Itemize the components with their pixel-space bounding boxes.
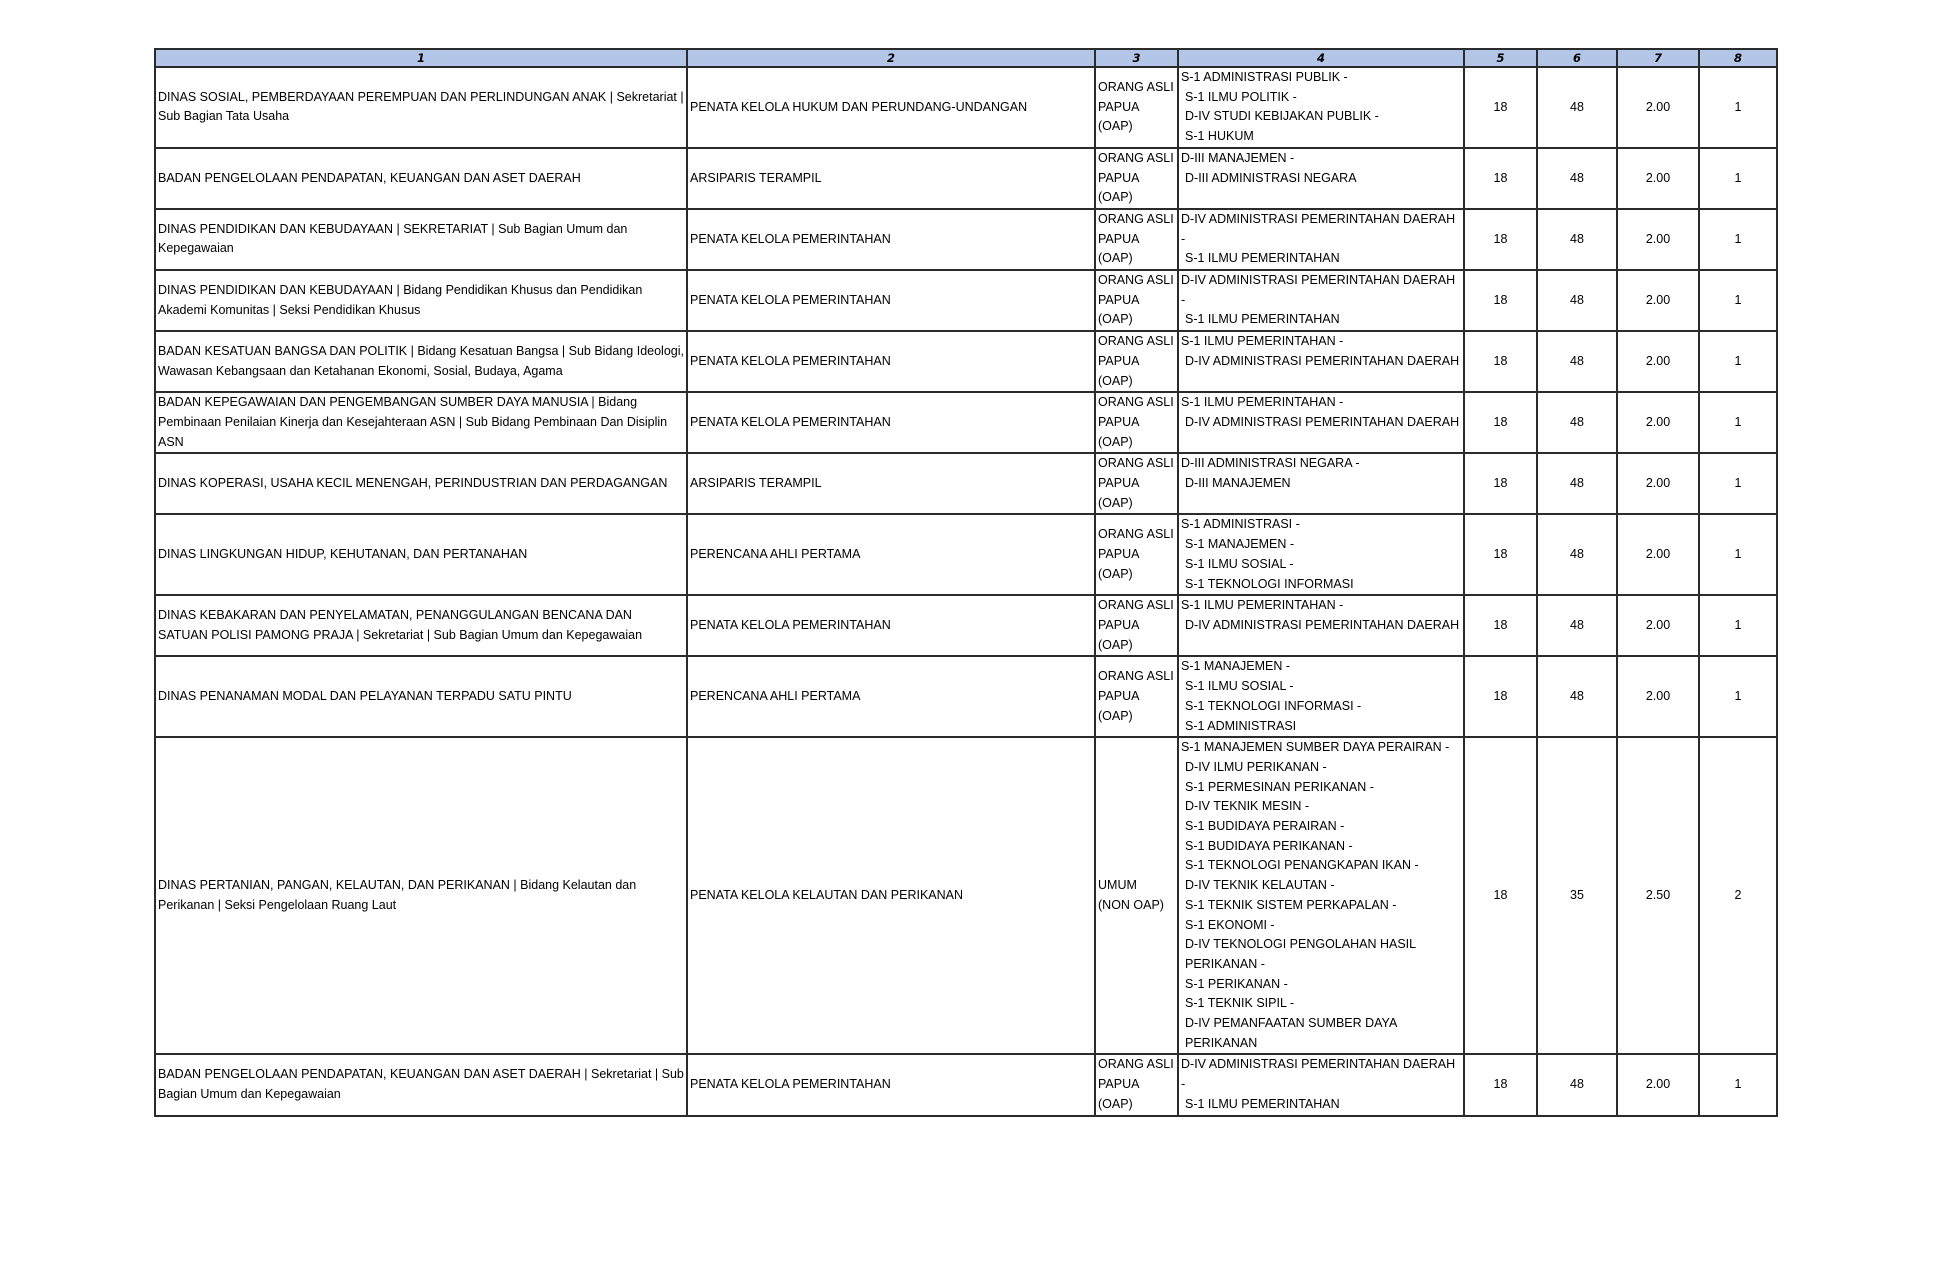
group-cell: [1095, 595, 1178, 656]
col6-value: 48: [1537, 392, 1617, 453]
col6-value: 48: [1537, 514, 1617, 595]
group-cell: [1095, 148, 1178, 209]
table-row: [155, 331, 1777, 392]
group-cell: [1095, 1054, 1178, 1115]
group-line: UMUM: [1098, 878, 1137, 893]
group-cell: [1095, 67, 1178, 148]
qualification-item: S-1 ILMU PEMERINTAHAN -: [1181, 334, 1344, 349]
group-line: PAPUA: [1098, 414, 1140, 429]
qualification-cell: [1178, 148, 1464, 209]
column-header-6: 6: [1537, 49, 1617, 67]
col6-value: 48: [1537, 595, 1617, 656]
group-line: ORANG ASLI: [1098, 211, 1174, 226]
col7-value: 2.00: [1617, 331, 1699, 392]
unit-cell: BADAN PENGELOLAAN PENDAPATAN, KEUANGAN DAN ASET DAERAH: [155, 148, 687, 209]
position-cell: PENATA KELOLA PEMERINTAHAN: [687, 331, 1095, 392]
group-line: ORANG ASLI: [1098, 334, 1174, 349]
column-header-2: 2: [687, 49, 1095, 67]
qualification-item: D-IV ADMINISTRASI PEMERINTAHAN DAERAH -: [1181, 273, 1459, 307]
header-row: [155, 49, 1777, 67]
group-line: ORANG ASLI: [1098, 79, 1174, 94]
qualification-cell: [1178, 1054, 1464, 1115]
position-cell: ARSIPARIS TERAMPIL: [687, 148, 1095, 209]
group-line: PAPUA: [1098, 476, 1140, 491]
qualification-item: S-1 ADMINISTRASI: [1185, 718, 1297, 733]
group-line: (OAP): [1098, 373, 1133, 388]
col5-value: 18: [1464, 1054, 1537, 1115]
col6-value: 48: [1537, 148, 1617, 209]
qualification-item: D-IV ADMINISTRASI PEMERINTAHAN DAERAH: [1185, 617, 1460, 632]
qualification-item: S-1 ILMU PEMERINTAHAN -: [1181, 598, 1344, 613]
qualification-item: S-1 MANAJEMEN SUMBER DAYA PERAIRAN -: [1181, 740, 1450, 755]
qualification-item: D-III MANAJEMEN -: [1181, 150, 1295, 165]
group-line: (OAP): [1098, 190, 1133, 205]
column-header-5: 5: [1464, 49, 1537, 67]
group-line: (OAP): [1098, 251, 1133, 266]
position-cell: ARSIPARIS TERAMPIL: [687, 453, 1095, 514]
qualification-cell: [1178, 514, 1464, 595]
col7-value: 2.00: [1617, 656, 1699, 737]
qualification-item: S-1 ILMU SOSIAL -: [1185, 556, 1294, 571]
position-cell: PENATA KELOLA PEMERINTAHAN: [687, 595, 1095, 656]
column-header-4: 4: [1178, 49, 1464, 67]
qualification-cell: [1178, 209, 1464, 270]
qualification-cell: [1178, 595, 1464, 656]
position-cell: PENATA KELOLA PEMERINTAHAN: [687, 270, 1095, 331]
qualification-item: D-IV ILMU PERIKANAN -: [1185, 759, 1327, 774]
group-line: (OAP): [1098, 434, 1133, 449]
group-line: (OAP): [1098, 495, 1133, 510]
col5-value: 18: [1464, 270, 1537, 331]
col6-value: 48: [1537, 331, 1617, 392]
qualification-item: S-1 HUKUM: [1185, 129, 1254, 144]
group-line: (OAP): [1098, 312, 1133, 327]
group-cell: [1095, 453, 1178, 514]
qualification-cell: [1178, 453, 1464, 514]
group-line: PAPUA: [1098, 99, 1140, 114]
position-cell: PENATA KELOLA KELAUTAN DAN PERIKANAN: [687, 737, 1095, 1054]
group-line: PAPUA: [1098, 547, 1140, 562]
col5-value: 18: [1464, 67, 1537, 148]
group-cell: [1095, 392, 1178, 453]
group-cell: [1095, 331, 1178, 392]
col7-value: 2.00: [1617, 595, 1699, 656]
col5-value: 18: [1464, 737, 1537, 1054]
qualification-item: D-IV ADMINISTRASI PEMERINTAHAN DAERAH: [1185, 353, 1460, 368]
qualification-item: S-1 TEKNOLOGI PENANGKAPAN IKAN -: [1185, 858, 1419, 873]
table-row: [155, 656, 1777, 737]
formation-table: [154, 48, 1778, 1117]
qualification-item: D-IV TEKNIK MESIN -: [1185, 799, 1310, 814]
unit-cell: BADAN KESATUAN BANGSA DAN POLITIK | Bidang Kesatuan Bangsa | Sub Bidang Ideologi, Wawasan Kebangsaan dan Ketahanan Ekonomi, Sosial, Budaya, Agama: [155, 331, 687, 392]
position-cell: PENATA KELOLA HUKUM DAN PERUNDANG-UNDANGAN: [687, 67, 1095, 148]
col7-value: 2.00: [1617, 67, 1699, 148]
unit-cell: DINAS LINGKUNGAN HIDUP, KEHUTANAN, DAN PERTANAHAN: [155, 514, 687, 595]
table-row: [155, 148, 1777, 209]
col5-value: 18: [1464, 209, 1537, 270]
qualification-item: S-1 EKONOMI -: [1185, 917, 1275, 932]
qualification-item: D-IV PEMANFAATAN SUMBER DAYA PERIKANAN: [1185, 1016, 1401, 1050]
qualification-cell: [1178, 331, 1464, 392]
group-cell: [1095, 270, 1178, 331]
col7-value: 2.00: [1617, 514, 1699, 595]
col8-value: 1: [1699, 67, 1777, 148]
qualification-item: S-1 ILMU PEMERINTAHAN: [1185, 312, 1340, 327]
unit-cell: BADAN KEPEGAWAIAN DAN PENGEMBANGAN SUMBER DAYA MANUSIA | Bidang Pembinaan Penilaian Kinerja dan Kesejahteraan ASN | Sub Bidang Pembinaan Dan Disiplin ASN: [155, 392, 687, 453]
group-line: PAPUA: [1098, 353, 1140, 368]
col6-value: 48: [1537, 1054, 1617, 1115]
col8-value: 1: [1699, 514, 1777, 595]
table-row: [155, 514, 1777, 595]
position-cell: PENATA KELOLA PEMERINTAHAN: [687, 1054, 1095, 1115]
group-line: PAPUA: [1098, 170, 1140, 185]
table-row: [155, 1054, 1777, 1115]
group-line: (OAP): [1098, 637, 1133, 652]
group-line: ORANG ASLI: [1098, 527, 1174, 542]
col8-value: 1: [1699, 453, 1777, 514]
group-line: ORANG ASLI: [1098, 456, 1174, 471]
position-cell: PENATA KELOLA PEMERINTAHAN: [687, 209, 1095, 270]
qualification-item: S-1 ILMU PEMERINTAHAN -: [1181, 395, 1344, 410]
qualification-item: S-1 ILMU SOSIAL -: [1185, 679, 1294, 694]
qualification-cell: [1178, 392, 1464, 453]
qualification-item: S-1 TEKNIK SISTEM PERKAPALAN -: [1185, 897, 1397, 912]
group-line: (OAP): [1098, 708, 1133, 723]
group-line: ORANG ASLI: [1098, 273, 1174, 288]
qualification-item: S-1 ADMINISTRASI PUBLIK -: [1181, 70, 1348, 84]
group-line: (OAP): [1098, 566, 1133, 581]
group-line: ORANG ASLI: [1098, 395, 1174, 410]
column-header-8: 8: [1699, 49, 1777, 67]
qualification-cell: [1178, 270, 1464, 331]
qualification-item: D-III MANAJEMEN: [1185, 476, 1291, 491]
qualification-item: S-1 TEKNOLOGI INFORMASI -: [1185, 698, 1362, 713]
qualification-item: D-IV ADMINISTRASI PEMERINTAHAN DAERAH -: [1181, 1057, 1459, 1092]
col6-value: 35: [1537, 737, 1617, 1054]
qualification-cell: [1178, 656, 1464, 737]
col7-value: 2.00: [1617, 392, 1699, 453]
col8-value: 2: [1699, 737, 1777, 1054]
group-line: (OAP): [1098, 1096, 1133, 1111]
col8-value: 1: [1699, 392, 1777, 453]
col5-value: 18: [1464, 331, 1537, 392]
unit-cell: DINAS PENDIDIKAN DAN KEBUDAYAAN | Bidang Pendidikan Khusus dan Pendidikan Akademi Komunitas | Seksi Pendidikan Khusus: [155, 270, 687, 331]
unit-cell: DINAS KOPERASI, USAHA KECIL MENENGAH, PERINDUSTRIAN DAN PERDAGANGAN: [155, 453, 687, 514]
position-cell: PERENCANA AHLI PERTAMA: [687, 656, 1095, 737]
group-line: PAPUA: [1098, 292, 1140, 307]
col6-value: 48: [1537, 453, 1617, 514]
col8-value: 1: [1699, 656, 1777, 737]
table-row: [155, 453, 1777, 514]
col5-value: 18: [1464, 392, 1537, 453]
col8-value: 1: [1699, 270, 1777, 331]
qualification-item: S-1 ILMU POLITIK -: [1185, 89, 1297, 104]
column-header-7: 7: [1617, 49, 1699, 67]
group-line: PAPUA: [1098, 688, 1140, 703]
qualification-item: S-1 MANAJEMEN -: [1181, 659, 1291, 674]
group-line: PAPUA: [1098, 231, 1140, 246]
col7-value: 2.50: [1617, 737, 1699, 1054]
unit-cell: DINAS SOSIAL, PEMBERDAYAAN PEREMPUAN DAN PERLINDUNGAN ANAK | Sekretariat | Sub Bagian Tata Usaha: [155, 67, 687, 148]
group-cell: [1095, 514, 1178, 595]
col7-value: 2.00: [1617, 1054, 1699, 1115]
col5-value: 18: [1464, 148, 1537, 209]
qualification-item: S-1 ILMU PEMERINTAHAN: [1185, 1096, 1340, 1111]
group-line: ORANG ASLI: [1098, 669, 1174, 684]
unit-cell: DINAS PENANAMAN MODAL DAN PELAYANAN TERPADU SATU PINTU: [155, 656, 687, 737]
column-header-1: 1: [155, 49, 687, 67]
qualification-item: S-1 TEKNIK SIPIL -: [1185, 996, 1295, 1011]
qualification-item: S-1 ADMINISTRASI -: [1181, 517, 1300, 532]
group-cell: [1095, 737, 1178, 1054]
col7-value: 2.00: [1617, 148, 1699, 209]
position-cell: PERENCANA AHLI PERTAMA: [687, 514, 1095, 595]
qualification-item: S-1 PERIKANAN -: [1185, 976, 1288, 991]
col5-value: 18: [1464, 595, 1537, 656]
table-row: [155, 595, 1777, 656]
col5-value: 18: [1464, 514, 1537, 595]
qualification-item: S-1 ILMU PEMERINTAHAN: [1185, 251, 1340, 266]
column-header-3: 3: [1095, 49, 1178, 67]
col7-value: 2.00: [1617, 270, 1699, 331]
col5-value: 18: [1464, 453, 1537, 514]
table-row: [155, 209, 1777, 270]
table-row: [155, 737, 1777, 1054]
qualification-item: D-IV TEKNIK KELAUTAN -: [1185, 878, 1335, 893]
col6-value: 48: [1537, 270, 1617, 331]
col8-value: 1: [1699, 1054, 1777, 1115]
unit-cell: DINAS KEBAKARAN DAN PENYELAMATAN, PENANGGULANGAN BENCANA DAN SATUAN POLISI PAMONG PRAJA | Sekretariat | Sub Bagian Umum dan Kepegawaian: [155, 595, 687, 656]
qualification-item: D-IV ADMINISTRASI PEMERINTAHAN DAERAH -: [1181, 211, 1459, 246]
qualification-item: S-1 PERMESINAN PERIKANAN -: [1185, 779, 1374, 794]
col6-value: 48: [1537, 67, 1617, 148]
group-line: PAPUA: [1098, 1077, 1140, 1092]
col8-value: 1: [1699, 148, 1777, 209]
qualification-item: D-III ADMINISTRASI NEGARA -: [1181, 456, 1360, 471]
table-row: [155, 270, 1777, 331]
qualification-item: D-IV TEKNOLOGI PENGOLAHAN HASIL PERIKANAN -: [1185, 937, 1420, 971]
group-line: (OAP): [1098, 119, 1133, 134]
col7-value: 2.00: [1617, 453, 1699, 514]
unit-cell: DINAS PERTANIAN, PANGAN, KELAUTAN, DAN PERIKANAN | Bidang Kelautan dan Perikanan | Seksi Pengelolaan Ruang Laut: [155, 737, 687, 1054]
table-row: [155, 392, 1777, 453]
col6-value: 48: [1537, 656, 1617, 737]
table-row: [155, 67, 1777, 148]
qualification-cell: [1178, 737, 1464, 1054]
qualification-item: S-1 BUDIDAYA PERIKANAN -: [1185, 838, 1353, 853]
group-cell: [1095, 656, 1178, 737]
qualification-item: D-III ADMINISTRASI NEGARA: [1185, 170, 1357, 185]
position-cell: PENATA KELOLA PEMERINTAHAN: [687, 392, 1095, 453]
col6-value: 48: [1537, 209, 1617, 270]
group-line: ORANG ASLI: [1098, 598, 1174, 613]
group-line: (NON OAP): [1098, 897, 1164, 912]
unit-cell: BADAN PENGELOLAAN PENDAPATAN, KEUANGAN DAN ASET DAERAH | Sekretariat | Sub Bagian Umum dan Kepegawaian: [155, 1054, 687, 1115]
qualification-item: D-IV STUDI KEBIJAKAN PUBLIK -: [1185, 109, 1379, 124]
unit-cell: DINAS PENDIDIKAN DAN KEBUDAYAAN | SEKRETARIAT | Sub Bagian Umum dan Kepegawaian: [155, 209, 687, 270]
group-line: ORANG ASLI: [1098, 1057, 1174, 1072]
group-line: PAPUA: [1098, 617, 1140, 632]
table-body: [155, 67, 1777, 1116]
group-line: ORANG ASLI: [1098, 150, 1174, 165]
qualification-cell: [1178, 67, 1464, 148]
qualification-item: D-IV ADMINISTRASI PEMERINTAHAN DAERAH: [1185, 414, 1460, 429]
col7-value: 2.00: [1617, 209, 1699, 270]
group-cell: [1095, 209, 1178, 270]
col8-value: 1: [1699, 209, 1777, 270]
col5-value: 18: [1464, 656, 1537, 737]
qualification-item: S-1 MANAJEMEN -: [1185, 537, 1295, 552]
qualification-item: S-1 BUDIDAYA PERAIRAN -: [1185, 819, 1345, 834]
col8-value: 1: [1699, 331, 1777, 392]
col8-value: 1: [1699, 595, 1777, 656]
qualification-item: S-1 TEKNOLOGI INFORMASI: [1185, 576, 1354, 591]
